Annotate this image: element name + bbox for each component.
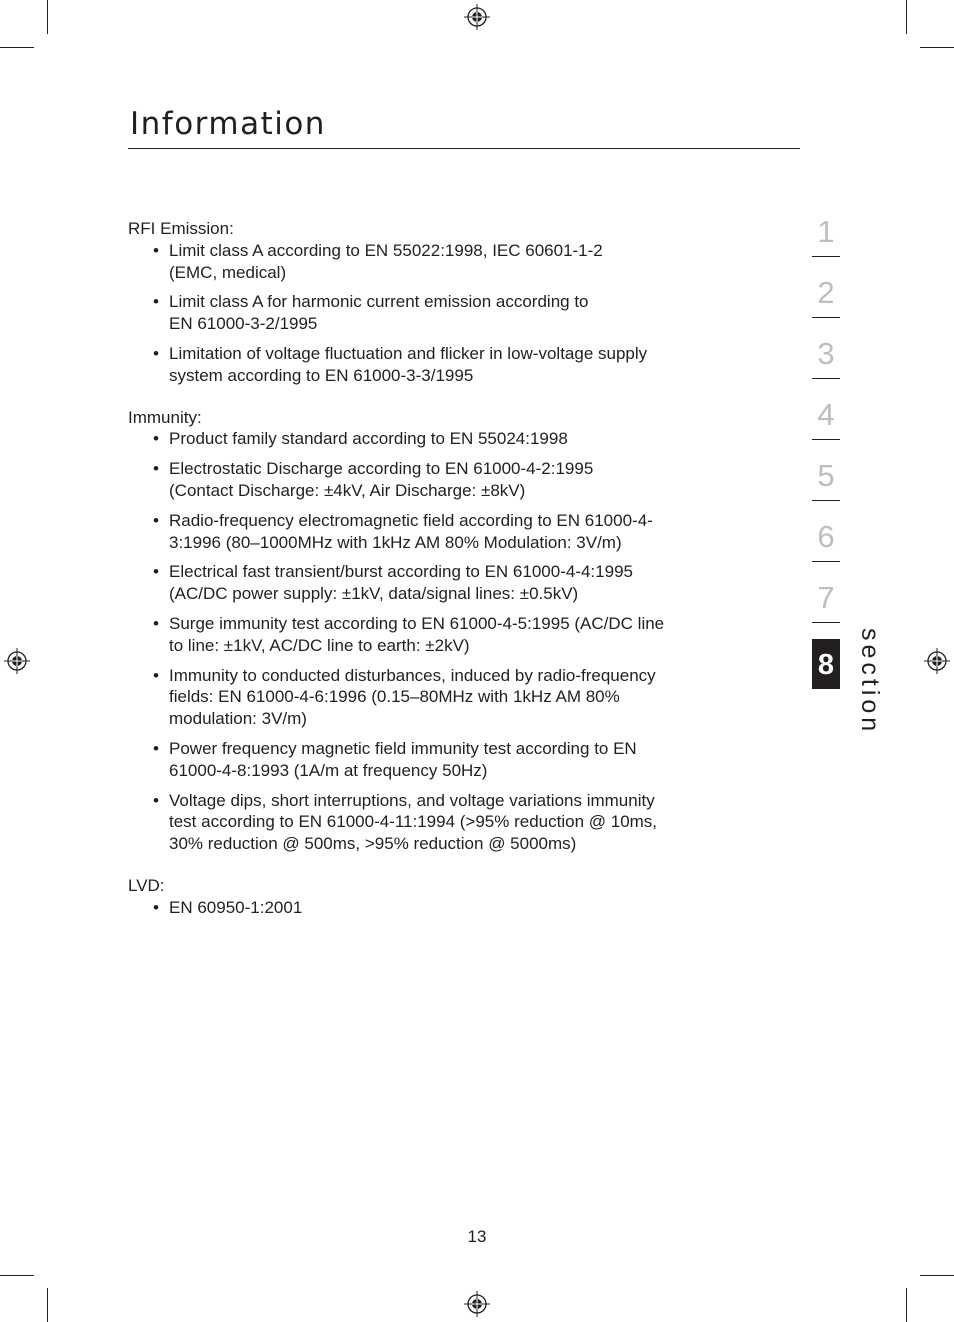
registration-mark-icon — [464, 1291, 490, 1317]
list-item: • Limit class A for harmonic current emission according to EN 61000-3-2/1995 — [128, 291, 778, 335]
section-nav-item-4: 4 — [812, 395, 840, 440]
list-item: • Power frequency magnetic field immunity test according to EN 61000-4-8:1993 (1A/m at frequency 50Hz) — [128, 738, 778, 782]
section-heading: RFI Emission: — [128, 219, 234, 238]
registration-mark-icon — [464, 4, 490, 30]
spec-content — [128, 218, 778, 939]
section-nav-item-5: 5 — [812, 456, 840, 501]
list-item: • Immunity to conducted disturbances, induced by radio-frequency fields: EN 61000-4-6:1996 (0.15–80MHz with 1kHz AM 80% modulation: 3V/m) — [128, 665, 778, 730]
section-heading: LVD: — [128, 875, 165, 895]
page-title: Information — [130, 106, 326, 142]
crop-mark — [47, 1288, 48, 1322]
section-nav — [812, 212, 840, 705]
crop-mark — [0, 47, 34, 48]
section-nav-item-6: 6 — [812, 517, 840, 562]
crop-mark — [920, 1275, 954, 1276]
list-item: • Electrical fast transient/burst according to EN 61000-4-4:1995 (AC/DC power supply: ±1kV, data/signal lines: ±0.5kV) — [128, 561, 778, 605]
spec-section — [128, 218, 778, 387]
crop-mark — [906, 1288, 907, 1322]
registration-mark-icon — [4, 648, 30, 674]
section-nav-item-7: 7 — [812, 578, 840, 623]
bullet-list — [128, 240, 778, 387]
section-label: section — [856, 628, 884, 736]
list-item: • Voltage dips, short interruptions, and voltage variations immunity test according to EN 61000-4-11:1994 (>95% reduction @ 10ms, 30% reduction @ 500ms, >95% reduction @ 5000ms) — [128, 790, 778, 855]
crop-mark — [47, 0, 48, 34]
bullet-list — [128, 897, 778, 919]
list-item: • EN 60950-1:2001 — [128, 897, 778, 919]
registration-mark-icon — [924, 648, 950, 674]
bullet-list — [128, 428, 778, 855]
section-nav-item-2: 2 — [812, 273, 840, 318]
list-item: • Surge immunity test according to EN 61000-4-5:1995 (AC/DC line to line: ±1kV, AC/DC line to earth: ±2kV) — [128, 613, 778, 657]
section-heading: Immunity: — [128, 407, 202, 427]
list-item: • Limit class A according to EN 55022:1998, IEC 60601-1-2 (EMC, medical) — [128, 240, 778, 284]
section-nav-item-3: 3 — [812, 334, 840, 379]
list-item: • Radio-frequency electromagnetic field according to EN 61000-4- 3:1996 (80–1000MHz with 1kHz AM 80% Modulation: 3V/m) — [128, 510, 778, 554]
crop-mark — [906, 0, 907, 34]
list-item: • Limitation of voltage fluctuation and flicker in low-voltage supply system according to EN 61000-3-3/1995 — [128, 343, 778, 387]
crop-mark — [0, 1275, 34, 1276]
list-item: • Electrostatic Discharge according to EN 61000-4-2:1995 (Contact Discharge: ±4kV, Air Discharge: ±8kV) — [128, 458, 778, 502]
crop-mark — [920, 47, 954, 48]
section-nav-item-8: 8 — [812, 639, 840, 689]
list-item: • Product family standard according to EN 55024:1998 — [128, 428, 778, 450]
spec-section — [128, 407, 778, 855]
title-rule — [128, 148, 800, 149]
page-number: 13 — [467, 1227, 487, 1246]
section-nav-item-1: 1 — [812, 212, 840, 257]
spec-section — [128, 875, 778, 919]
